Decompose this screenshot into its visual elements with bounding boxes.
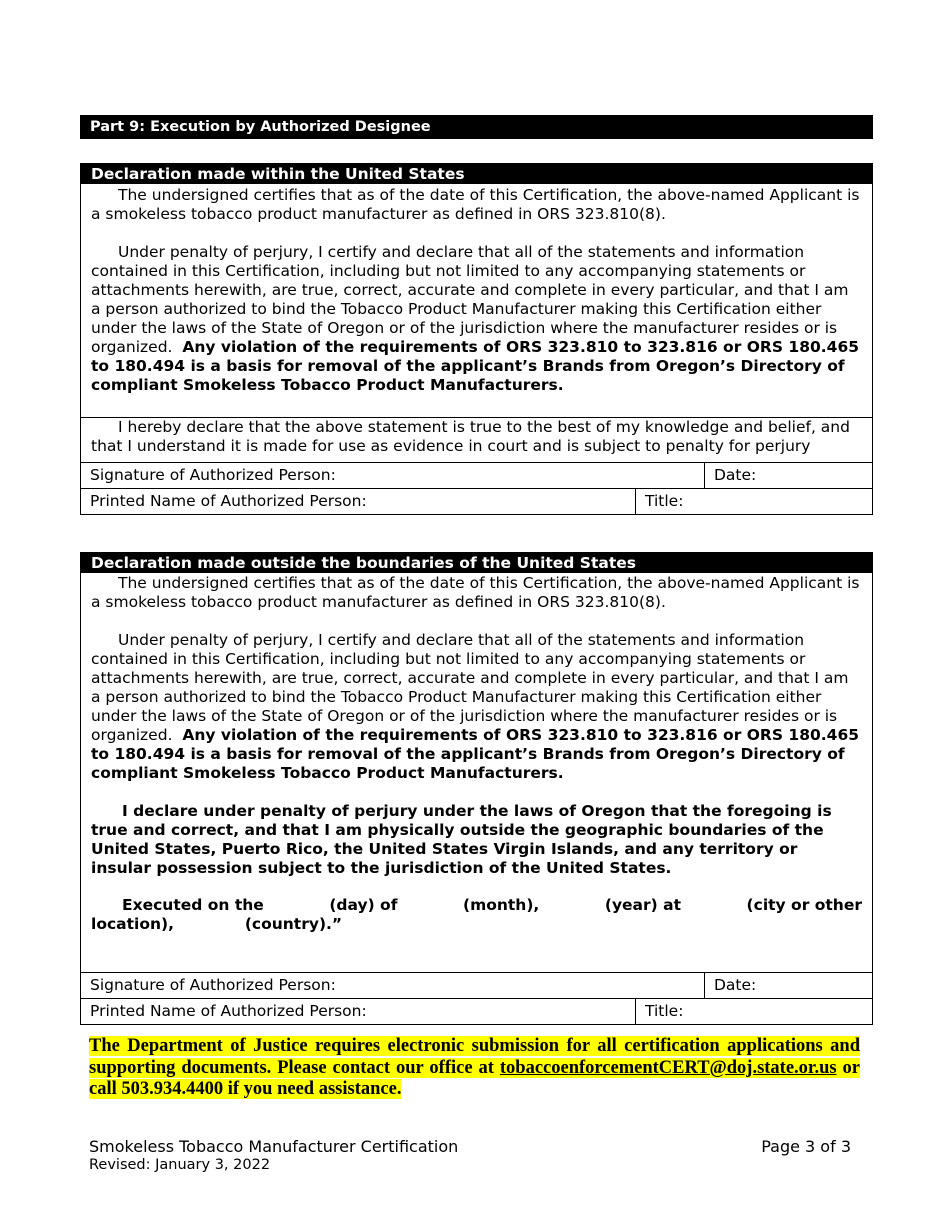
- foreign-perjury-paragraph: [81, 631, 872, 783]
- domestic-signature-field[interactable]: Signature of Authorized Person:: [90, 466, 336, 484]
- foreign-date-field[interactable]: Date:: [704, 973, 872, 998]
- foreign-perjury-text: Under penalty of perjury, I certify and declare that all of the statements and information contained in this Certification, including but not limited to any accompanying statements or attachments herewith, are true, correct, accurate and complete in every particular, and that I am a person authorized to bind the Tobacco Product Manufacturer making this Certification either under the laws of the State of Oregon or of the jurisdiction where the manufacturer resides or is organized.: [91, 631, 849, 744]
- executed-month-text: (month),: [462, 896, 540, 914]
- page-footer: [89, 1137, 851, 1173]
- domestic-violation-text: Any violation of the requirements of ORS 323.810 to 323.816 or ORS 180.465 to 180.494 is a basis for removal of the applicant’s Brands from Oregon’s Directory of compliant Smokeless Tobacco Product Manufacturers.: [91, 338, 860, 394]
- foreign-heading: Declaration made outside the boundaries of the United States: [81, 553, 872, 573]
- domestic-printed-name-row: [81, 488, 872, 514]
- foreign-declaration: [80, 552, 873, 1025]
- domestic-declaration: [80, 163, 873, 515]
- foreign-signature-row: [81, 972, 872, 998]
- domestic-printed-name-field[interactable]: Printed Name of Authorized Person:: [90, 492, 367, 510]
- foreign-printed-name-row: [81, 998, 872, 1024]
- executed-location-text: location),: [91, 915, 174, 933]
- foreign-signature-field[interactable]: Signature of Authorized Person:: [90, 976, 336, 994]
- domestic-heading: Declaration made within the United States: [81, 164, 872, 184]
- domestic-perjury-text: Under penalty of perjury, I certify and declare that all of the statements and information contained in this Certification, including but not limited to any accompanying statements or attachments herewith, are true, correct, accurate and complete in every particular, and that I am a person authorized to bind the Tobacco Product Manufacturer making this Certification either under the laws of the State of Oregon or of the jurisdiction where the manufacturer resides or is organized.: [91, 243, 849, 356]
- footer-revised-date: Revised: January 3, 2022: [89, 1157, 271, 1173]
- executed-day-text: (day) of: [329, 896, 398, 914]
- part9-section: [80, 115, 873, 139]
- domestic-title-field[interactable]: Title:: [635, 489, 872, 514]
- notice-text-after: or call 503.934.4400 if you need assistance.: [89, 1057, 860, 1099]
- executed-country-text: (country).”: [244, 915, 343, 933]
- executed-year-text: (year) at: [604, 896, 682, 914]
- executed-on-text: Executed on the: [122, 896, 264, 914]
- footer-document-title: Smokeless Tobacco Manufacturer Certification: [89, 1137, 459, 1156]
- submission-notice: [89, 1036, 860, 1101]
- foreign-outside-declare-text: I declare under penalty of perjury under the laws of Oregon that the foregoing is true and correct, and that I am physically outside the geographic boundaries of the United States, Puerto Rico, the United States Virgin Islands, and any territory or insular possession subject to the jurisdiction of the United States.: [91, 802, 832, 877]
- contact-email-link[interactable]: tobaccoenforcementCERT@doj.state.or.us: [499, 1057, 837, 1078]
- executed-city-text: (city or other: [746, 896, 862, 914]
- part9-title: Part 9: Execution by Authorized Designee: [80, 115, 873, 139]
- foreign-executed-statement: [81, 896, 872, 934]
- notice-text-before: The Department of Justice requires electronic submission for all certification applications and supporting documents. Please contact our office at: [89, 1036, 860, 1078]
- foreign-certifies-text: The undersigned certifies that as of the date of this Certification, the above-named Applicant is a smokeless tobacco product manufacturer as defined in ORS 323.810(8).: [91, 574, 860, 611]
- foreign-violation-text: Any violation of the requirements of ORS 323.810 to 323.816 or ORS 180.465 to 180.494 is a basis for removal of the applicant’s Brands from Oregon’s Directory of compliant Smokeless Tobacco Product Manufacturers.: [91, 726, 860, 782]
- footer-page-number: Page 3 of 3: [761, 1137, 851, 1156]
- foreign-printed-name-field[interactable]: Printed Name of Authorized Person:: [90, 1002, 367, 1020]
- domestic-certifies-text: The undersigned certifies that as of the date of this Certification, the above-named Applicant is a smokeless tobacco product manufacturer as defined in ORS 323.810(8).: [91, 186, 860, 223]
- domestic-declare-text: I hereby declare that the above statement is true to the best of my knowledge and belief, and that I understand it is made for use as evidence in court and is subject to penalty for perjury: [81, 417, 872, 456]
- domestic-date-field[interactable]: Date:: [704, 463, 872, 488]
- domestic-signature-row: [81, 462, 872, 488]
- domestic-perjury-paragraph: [81, 243, 872, 395]
- foreign-title-field[interactable]: Title:: [635, 999, 872, 1024]
